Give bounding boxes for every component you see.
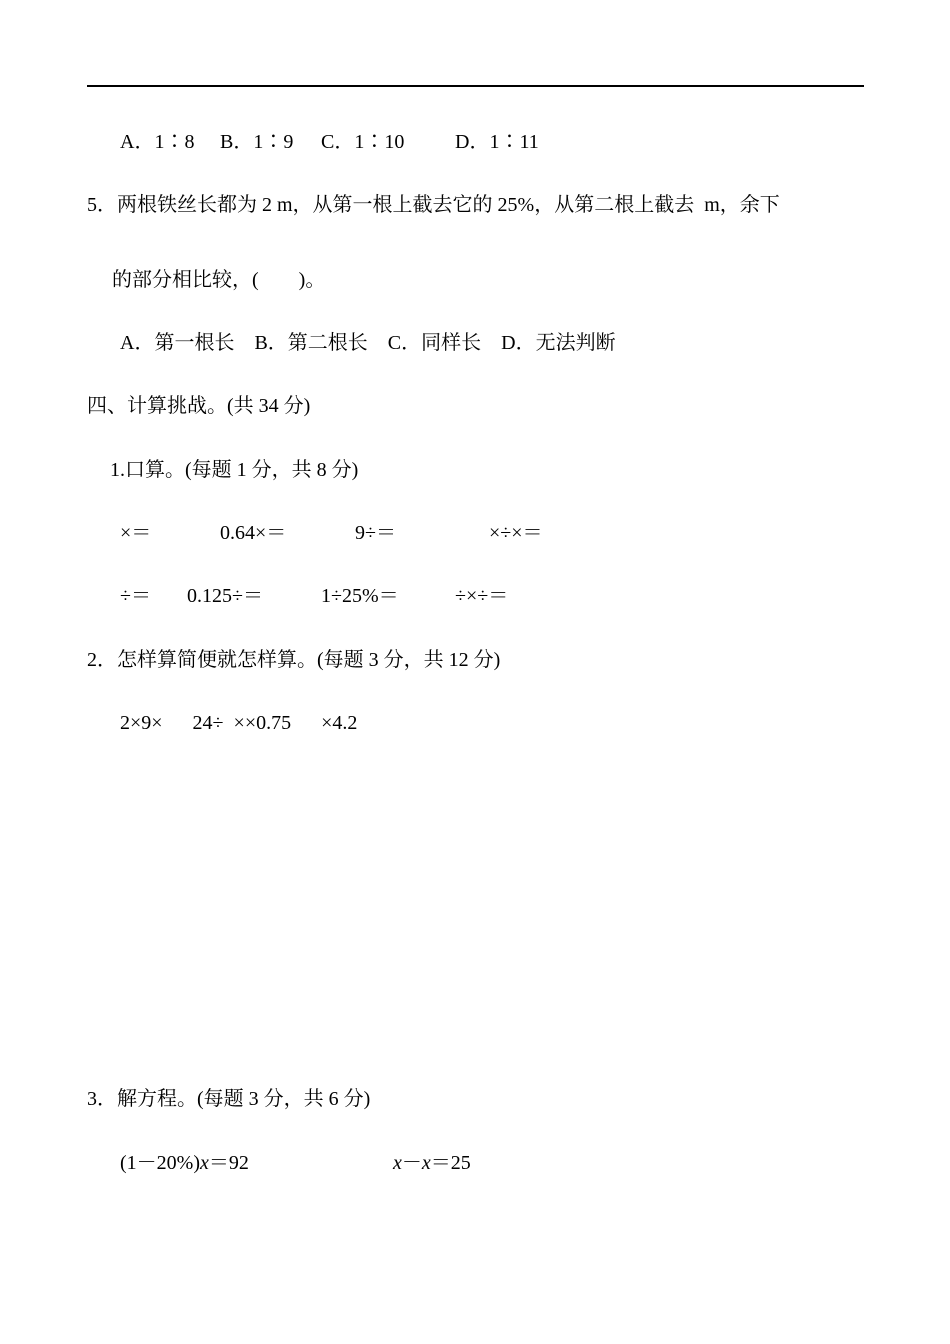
top-rule [87,85,864,87]
q5-options: A．第一根长 B．第二根长 C．同样长 D．无法判断 [120,332,616,354]
equation-2: x－x＝25 [393,1152,471,1174]
q5-stem-line1: 5．两根铁丝长都为 2 m，从第一根上截去它的 25%，从第二根上截去 m，余下 [87,194,780,216]
q5-stem-line2: 的部分相比较，( )。 [112,269,326,291]
q4-option-b: B．1∶9 [220,131,294,153]
section4-heading: 四、计算挑战。(共 34 分) [87,395,311,417]
part2-heading: 2．怎样算简便就怎样算。(每题 3 分，共 12 分) [87,649,501,671]
part1-heading: 1.口算。(每题 1 分，共 8 分) [110,459,359,481]
oral-item-4: ×÷×＝ [489,522,543,544]
part3-heading: 3．解方程。(每题 3 分，共 6 分) [87,1088,371,1110]
equation-1: (1－20%)x＝92 [120,1152,249,1174]
oral-item-5: ÷＝ [120,585,151,607]
q4-option-d: D．1∶11 [455,131,539,153]
oral-item-7: 1÷25%＝ [321,585,399,607]
oral-item-2: 0.64×＝ [220,522,287,544]
oral-item-3: 9÷＝ [355,522,396,544]
q4-option-a: A．1∶8 [120,131,195,153]
part2-items: 2×9× 24÷ ××0.75 ×4.2 [120,712,358,734]
q4-option-c: C．1∶10 [321,131,405,153]
oral-item-6: 0.125÷＝ [187,585,263,607]
oral-item-8: ÷×÷＝ [455,585,509,607]
oral-item-1: ×＝ [120,522,152,544]
